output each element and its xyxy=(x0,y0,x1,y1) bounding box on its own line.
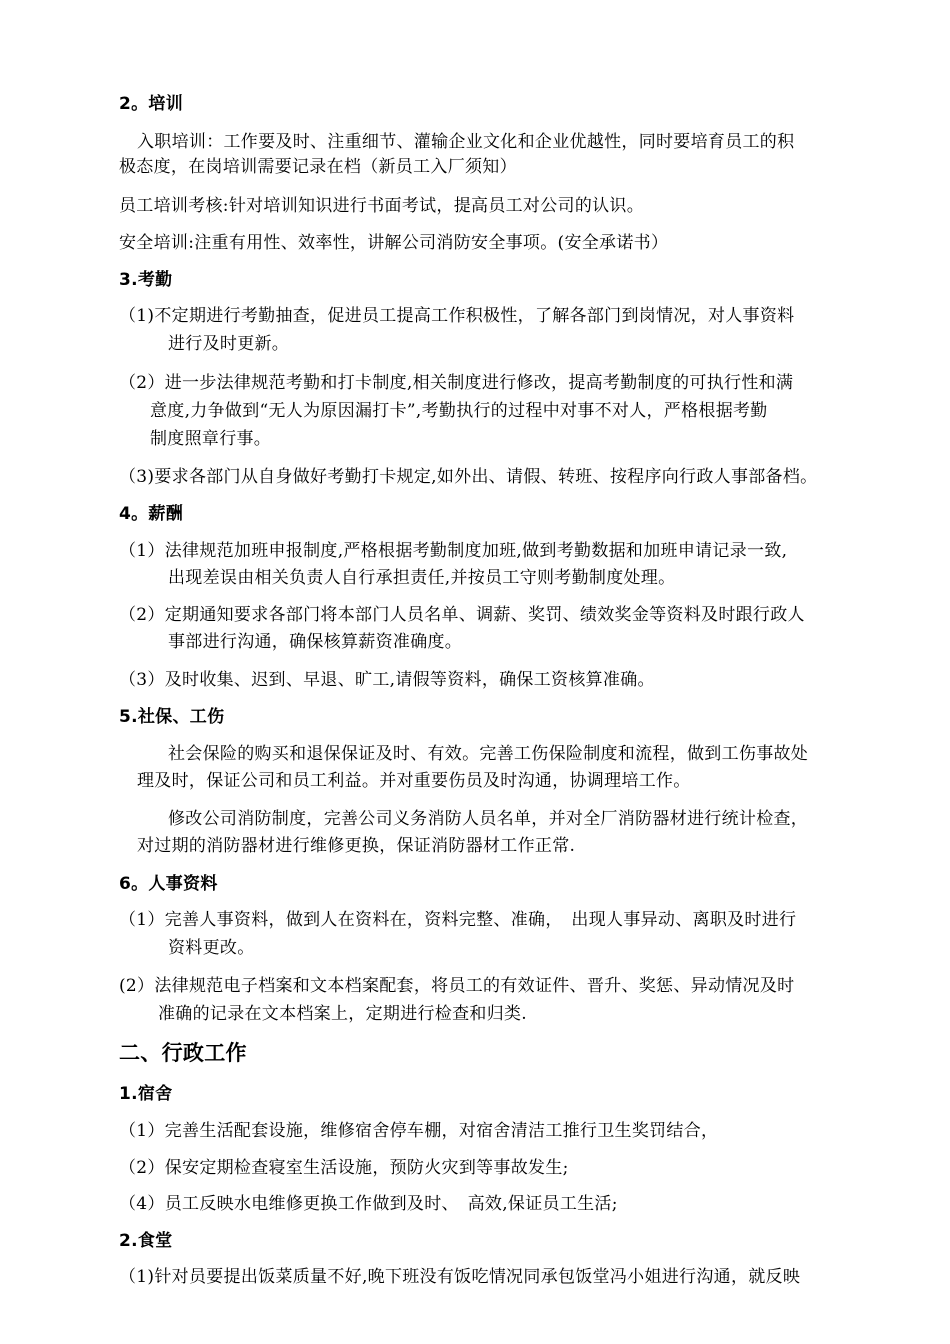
paragraph-line: 入职培训：工作要及时、注重细节、灌输企业文化和企业优越性，同时要培育员工的积 xyxy=(137,132,795,152)
paragraph-line: 对过期的消防器材进行维修更换，保证消防器材工作正常. xyxy=(137,836,576,856)
section-heading-attendance: 3.考勤 xyxy=(119,270,173,290)
section-heading-salary: 4。薪酬 xyxy=(119,504,184,524)
section-heading-dormitory: 1.宿舍 xyxy=(119,1084,173,1104)
paragraph-line: 员工培训考核:针对培训知识进行书面考试，提高员工对公司的认识。 xyxy=(119,196,645,216)
paragraph-line: 理及时，保证公司和员工利益。并对重要伤员及时沟通，协调理培工作。 xyxy=(137,771,691,791)
list-item-line: 事部进行沟通，确保核算薪资准确度。 xyxy=(168,632,463,652)
list-item-line: 出现差误由相关负责人自行承担责任,并按员工守则考勤制度处理。 xyxy=(168,568,676,588)
paragraph-line: 极态度，在岗培训需要记录在档（新员工入厂须知） xyxy=(119,157,517,177)
list-item-line: 进行及时更新。 xyxy=(168,334,290,354)
list-item-line: （3）及时收集、迟到、早退、旷工,请假等资料，确保工资核算准确。 xyxy=(119,670,655,690)
section-heading-personnel-records: 6。人事资料 xyxy=(119,874,218,894)
list-item-line: 资料更改。 xyxy=(168,938,255,958)
list-item-line: （3)要求各部门从自身做好考勤打卡规定,如外出、请假、转班、按程序向行政人事部备档。 xyxy=(119,467,818,487)
list-item-line: 制度照章行事。 xyxy=(150,429,272,449)
paragraph-line: 修改公司消防制度，完善公司义务消防人员名单，并对全厂消防器材进行统计检查， xyxy=(168,809,809,829)
paragraph-line: 社会保险的购买和退保保证及时、有效。完善工伤保险制度和流程，做到工伤事故处 xyxy=(168,744,809,764)
list-item-line: （1)针对员要提出饭菜质量不好,晚下班没有饭吃情况同承包饭堂冯小姐进行沟通，就反映 xyxy=(119,1267,801,1287)
list-item-line: （2）保安定期检查寝室生活设施，预防火灾到等事故发生; xyxy=(119,1158,569,1178)
list-item-line: （2）进一步法律规范考勤和打卡制度,相关制度进行修改，提高考勤制度的可执行性和满 xyxy=(119,373,794,393)
list-item-line: （1）完善生活配套设施，维修宿舍停车棚，对宿舍清洁工推行卫生奖罚结合， xyxy=(119,1121,719,1141)
section-heading-social-insurance: 5.社保、工伤 xyxy=(119,707,225,727)
list-item-line: (2）法律规范电子档案和文本档案配套，将员工的有效证件、晋升、奖惩、异动情况及时 xyxy=(119,976,795,996)
list-item-line: （1)不定期进行考勤抽查，促进员工提高工作积极性，了解各部门到岗情况，对人事资料 xyxy=(119,306,795,326)
paragraph-line: 安全培训:注重有用性、效率性，讲解公司消防安全事项。(安全承诺书） xyxy=(119,233,669,253)
list-item-line: 准确的记录在文本档案上，定期进行检查和归类. xyxy=(158,1004,528,1024)
list-item-line: （1）完善人事资料，做到人在资料在，资料完整、准确， 出现人事异动、离职及时进行 xyxy=(119,910,797,930)
part-heading-administration: 二、行政工作 xyxy=(119,1041,247,1065)
list-item-line: （2）定期通知要求各部门将本部门人员名单、调薪、奖罚、绩效奖金等资料及时跟行政人 xyxy=(119,605,805,625)
list-item-line: （4）员工反映水电维修更换工作做到及时、 高效,保证员工生活; xyxy=(119,1194,618,1214)
list-item-line: （1）法律规范加班申报制度,严格根据考勤制度加班,做到考勤数据和加班申请记录一致, xyxy=(119,541,788,561)
section-heading-training: 2。培训 xyxy=(119,94,184,114)
section-heading-canteen: 2.食堂 xyxy=(119,1231,173,1251)
list-item-line: 意度,力争做到“无人为原因漏打卡”,考勤执行的过程中对事不对人，严格根据考勤 xyxy=(150,401,768,421)
